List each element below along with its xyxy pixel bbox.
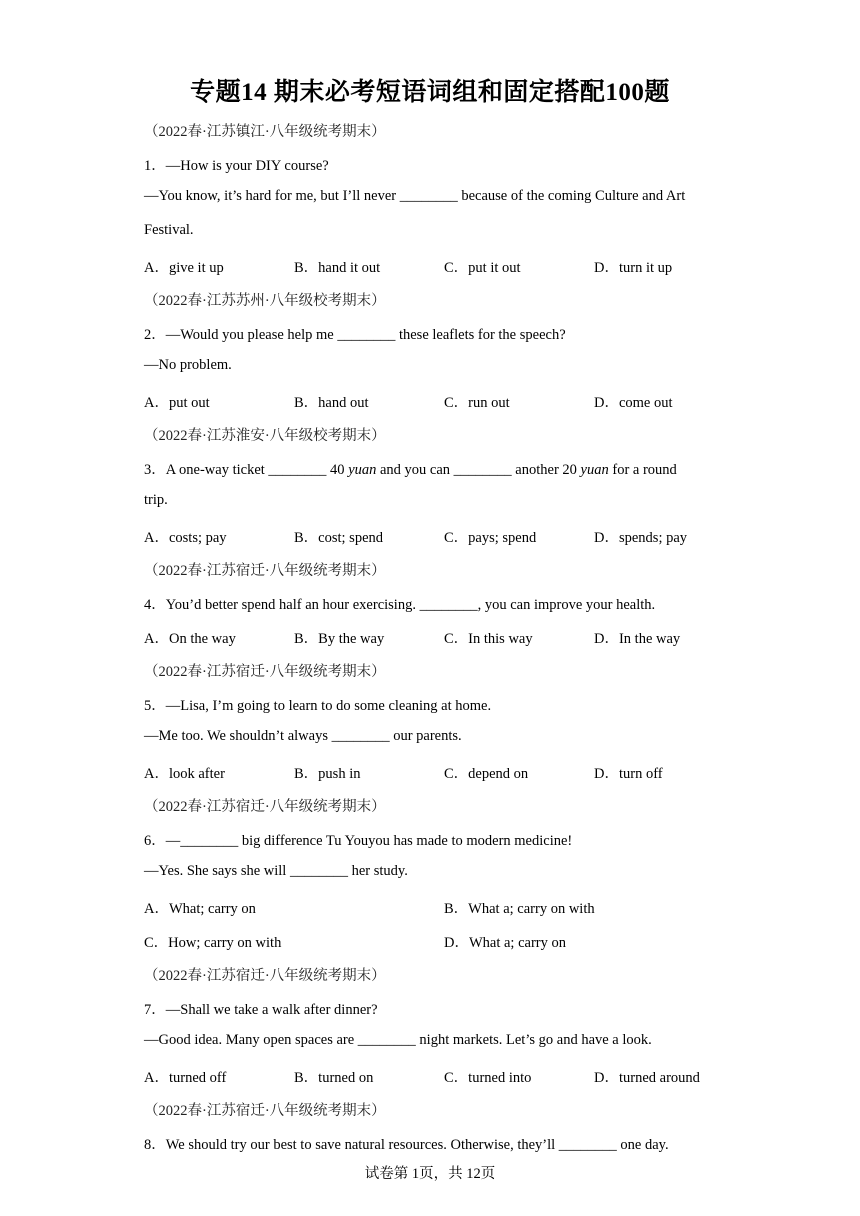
option-c[interactable]: C．In this way <box>444 631 533 647</box>
question-stem: —Me too. We shouldn’t always ________ our parents. <box>144 728 462 744</box>
stem-text: 3．A one-way ticket ________ 40 <box>144 462 349 478</box>
option-a[interactable]: A．put out <box>144 395 210 411</box>
option-a[interactable]: A．costs; pay <box>144 530 227 546</box>
question-stem: 7．—Shall we take a walk after dinner? <box>144 1002 378 1018</box>
option-b[interactable]: B．turned on <box>294 1070 374 1086</box>
option-d[interactable]: D．turn off <box>594 766 663 782</box>
option-b[interactable]: B．By the way <box>294 631 385 647</box>
question-source: （2022春·江苏宿迁·八年级统考期末） <box>144 1103 386 1119</box>
question-stem: —You know, it’s hard for me, but I’ll never ________ because of the coming Culture and Art <box>144 188 686 204</box>
question-source: （2022春·江苏宿迁·八年级统考期末） <box>144 664 386 680</box>
question-stem <box>144 458 677 479</box>
option-a[interactable]: A．look after <box>144 766 225 782</box>
option-a[interactable]: A．What; carry on <box>144 901 256 917</box>
option-c[interactable]: C．pays; spend <box>444 530 537 546</box>
stem-text: for a round <box>608 462 677 478</box>
question-source: （2022春·江苏宿迁·八年级统考期末） <box>144 799 386 815</box>
question-stem: 4．You’d better spend half an hour exercising. ________, you can improve your health. <box>144 597 656 613</box>
option-b[interactable]: B．hand out <box>294 395 369 411</box>
option-d[interactable]: D．What a; carry on <box>444 935 566 951</box>
option-c[interactable]: C．turned into <box>444 1070 532 1086</box>
option-a[interactable]: A．give it up <box>144 260 224 276</box>
option-c[interactable]: C．put it out <box>444 260 521 276</box>
question-stem: Festival. <box>144 222 194 238</box>
option-d[interactable]: D．In the way <box>594 631 681 647</box>
question-stem: 5．—Lisa, I’m going to learn to do some cleaning at home. <box>144 698 492 714</box>
option-d[interactable]: D．turn it up <box>594 260 673 276</box>
question-stem: —Good idea. Many open spaces are ________ night markets. Let’s go and have a look. <box>144 1032 652 1048</box>
question-stem: 2．—Would you please help me ________ these leaflets for the speech? <box>144 327 566 343</box>
question-stem: trip. <box>144 492 168 508</box>
option-b[interactable]: B．hand it out <box>294 260 381 276</box>
stem-text: and you can ________ another 20 <box>376 462 581 478</box>
option-d[interactable]: D．spends; pay <box>594 530 688 546</box>
stem-italic: yuan <box>580 462 609 478</box>
option-b[interactable]: B．cost; spend <box>294 530 384 546</box>
option-c[interactable]: C．depend on <box>444 766 529 782</box>
question-stem: —No problem. <box>144 357 232 373</box>
question-source: （2022春·江苏宿迁·八年级统考期末） <box>144 563 386 579</box>
question-source: （2022春·江苏淮安·八年级校考期末） <box>144 428 386 444</box>
option-c[interactable]: C．How; carry on with <box>144 935 282 951</box>
option-b[interactable]: B．What a; carry on with <box>444 901 595 917</box>
question-source: （2022春·江苏苏州·八年级校考期末） <box>144 293 386 309</box>
question-stem: 1．—How is your DIY course? <box>144 158 329 174</box>
page-title: 专题14 期末必考短语词组和固定搭配100题 <box>190 79 670 106</box>
option-c[interactable]: C．run out <box>444 395 510 411</box>
question-source: （2022春·江苏宿迁·八年级统考期末） <box>144 968 386 984</box>
question-stem: —Yes. She says she will ________ her study. <box>144 863 408 879</box>
page-footer: 试卷第 1页，共 12页 <box>364 1166 496 1182</box>
question-source: （2022春·江苏镇江·八年级统考期末） <box>144 124 386 140</box>
option-d[interactable]: D．come out <box>594 395 673 411</box>
option-b[interactable]: B．push in <box>294 766 361 782</box>
option-d[interactable]: D．turned around <box>594 1070 700 1086</box>
option-a[interactable]: A．turned off <box>144 1070 227 1086</box>
question-stem: 8．We should try our best to save natural resources. Otherwise, they’ll ________ one day. <box>144 1137 669 1153</box>
stem-italic: yuan <box>348 462 377 478</box>
option-a[interactable]: A．On the way <box>144 631 236 647</box>
question-stem: 6．—________ big difference Tu Youyou has made to modern medicine! <box>144 833 573 849</box>
